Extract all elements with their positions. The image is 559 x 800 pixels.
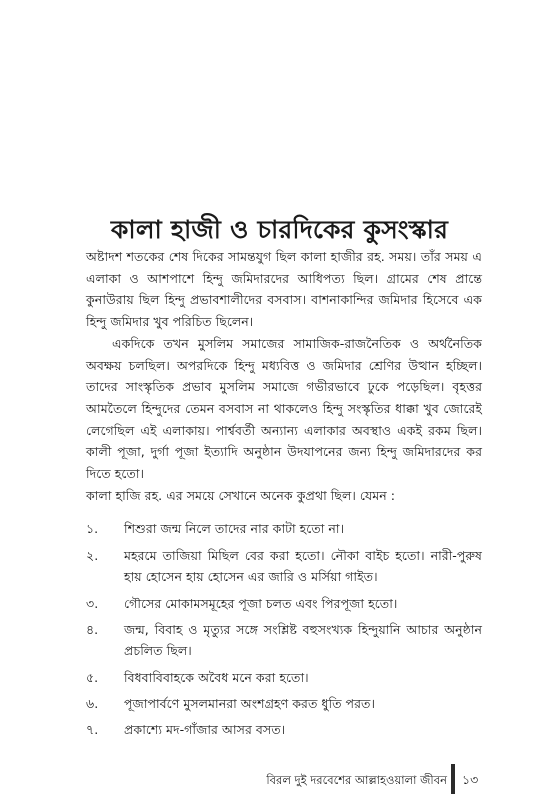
list-item-number: ১. <box>86 521 99 537</box>
running-head: বিরল দুই দরবেশের আল্লাহওয়ালা জীবন <box>266 773 447 787</box>
list-item <box>86 518 482 540</box>
list-item-number: ২. <box>86 547 99 563</box>
list-item-text: জন্ম, বিবাহ ও মৃত্যুর সঙ্গে সংশ্লিষ্ট বহুসংখ্যক হিন্দুয়ানি আচার অনুষ্ঠান প্রচলিত ছিল। <box>124 621 482 659</box>
list-item-text: পূজাপার্বণে মুসলমানরা অংশগ্রহণ করত ধুতি পরত। <box>124 695 375 711</box>
list-item-number: ৫. <box>86 669 99 685</box>
list-item <box>86 693 482 715</box>
superstition-list <box>86 518 482 740</box>
list-item-number: ৪. <box>86 621 99 637</box>
list-item-text: মহরমে তাজিয়া মিছিল বের করা হতো। নৌকা বাইচ হতো। নারী-পুরুষ হায় হোসেন হায় হোসেন এর জারি ও মর্সিয়া গাইত। <box>124 547 482 585</box>
list-item-number: ৬. <box>86 695 99 711</box>
page-footer <box>0 770 559 792</box>
list-item <box>86 593 482 615</box>
list-item <box>86 667 482 689</box>
paragraph-1: অষ্টাদশ শতকের শেষ দিকের সামন্তযুগ ছিল কালা হাজীর রহ. সময়। তাঁর সময় এ এলাকা ও আশপাশে হিন্দু জমিদারদের আধিপত্য ছিল। গ্রামের শেষ প্রান্তে কুনাউরায় ছিল হিন্দু প্রভাবশালীদের বসবাস। বাশনাকান্দির জমিদার হিসেবে এক হিন্দু জমিদার খুব পরিচিত ছিলেন। <box>86 249 482 330</box>
chapter-title: কালা হাজী ও চারদিকের কুসংস্কার <box>110 214 449 244</box>
chapter-body <box>86 246 482 745</box>
list-item-text: গৌসের মোকামসমূহের পূজা চলত এবং পিরপূজা হতো। <box>124 595 398 611</box>
list-item-text: প্রকাশ্যে মদ-গাঁজার আসর বসত। <box>124 722 286 738</box>
list-item-number: ৭. <box>86 722 99 738</box>
page-number: ১৩ <box>462 772 479 787</box>
list-item-text: শিশুরা জন্ম নিলে তাদের নার কাটা হতো না। <box>124 521 345 537</box>
paragraph-3: কালা হাজি রহ. এর সময়ে সেখানে অনেক কুপ্রথা ছিল। যেমন : <box>86 487 395 503</box>
list-item-text: বিধবাবিবাহকে অবৈধ মনে করা হতো। <box>124 669 309 685</box>
list-item <box>86 719 482 741</box>
list-item <box>86 619 482 662</box>
footer-divider <box>451 764 455 794</box>
list-item <box>86 545 482 588</box>
list-item-number: ৩. <box>86 595 99 611</box>
paragraph-2: একদিকে তখন মুসলিম সমাজের সামাজিক-রাজনৈতিক ও অর্থনৈতিক অবক্ষয় চলছিল। অপরদিকে হিন্দু মধ্যবিত্ত ও জমিদার শ্রেণির উত্থান হচ্ছিল। তাদের সাংস্কৃতিক প্রভাব মুসলিম সমাজে গভীরভাবে ঢুকে পড়েছিল। বৃহত্তর আমতৈলে হিন্দুদের তেমন বসবাস না থাকলেও হিন্দু সংস্কৃতির ধাক্কা খুব জোরেই লেগেছিল এই এলাকায়। পার্শ্ববর্তী অন্যান্য এলাকার অবস্থাও একই রকম ছিল। কালী পূজা, দুর্গা পূজা ইত্যাদি অনুষ্ঠান উদযাপনের জন্য হিন্দু জমিদারদের কর দিতে হতো। <box>86 335 482 482</box>
